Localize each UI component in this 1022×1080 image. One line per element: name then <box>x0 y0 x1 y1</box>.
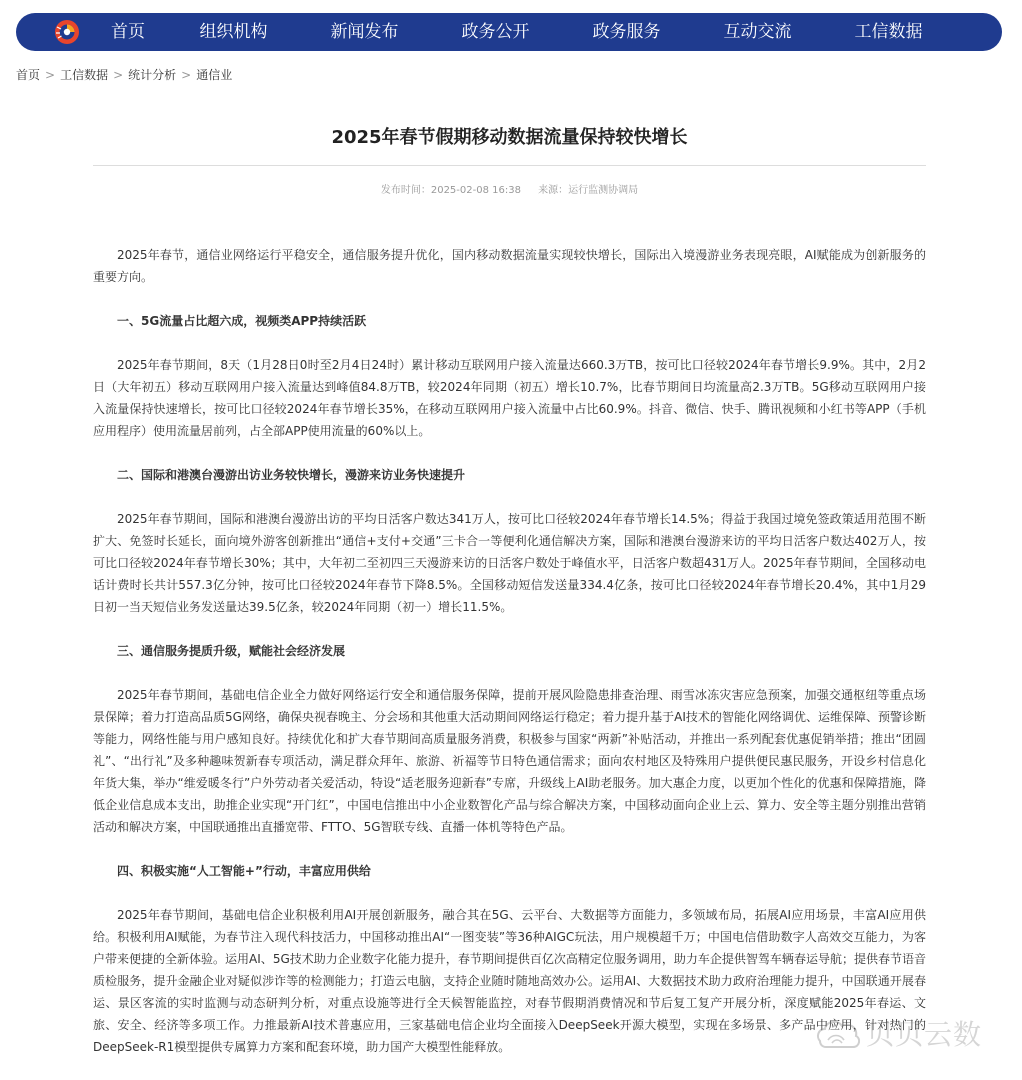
breadcrumb <box>16 66 232 83</box>
page-title: 2025年春节假期移动数据流量保持较快增长 <box>331 127 688 148</box>
breadcrumb-separator: > <box>181 68 192 82</box>
section-heading: 一、5G流量占比超六成，视频类APP持续活跃 <box>117 314 367 328</box>
nav-item-organization[interactable]: 组织机构 <box>199 22 268 42</box>
intro-paragraph: 2025年春节，通信业网络运行平稳安全，通信服务提升优化，国内移动数据流量实现较快增长，国际出入境漫游业务表现亮眼，AI赋能成为创新服务的重要方向。 <box>93 248 926 284</box>
breadcrumb-data[interactable]: 工信数据 <box>60 68 109 82</box>
article-body <box>93 244 926 1080</box>
body-paragraph: 2025年春节期间，基础电信企业全力做好网络运行安全和通信服务保障，提前开展风险隐患排查治理、雨雪冰冻灾害应急预案，加强交通枢纽等重点场景保障；着力打造高品质5G网络，确保央视春晚主、分会场和其他重大活动期间网络运行稳定；着力提升基于AI技术的智能化网络调优、运维保障、预警诊断等能力，网络性能与用户感知良好。持续优化和扩大春节期间高质量服务消费，积极参与国家“两新”补贴活动，并推出一系列配套优惠促销举措；推出“团圆礼”、“出行礼”及多种趣味贺新春专项活动，满足群众拜年、旅游、祈福等节日特色通信需求；面向农村地区及特殊用户提供便民惠民服务，开设乡村信息化年货大集，举办“维爱暖冬行”户外劳动者关爱活动，特设“适老服务迎新春”专席，升级线上AI助老服务。加大惠企力度，以更加个性化的优惠和保障措施，降低企业信息成本支出，助推企业实现“开门红”，中国电信推出中小企业数智化产品与综合解决方案，中国移动面向企业上云、算力、安全等主题分别推出营销活动和解决方案，中国联通推出直播宽带、FTTO、5G智联专线、直播一体机等特色产品。 <box>93 688 926 834</box>
watermark-text: 贝贝云数 <box>866 1018 983 1051</box>
section-heading: 二、国际和港澳台漫游出访业务较快增长，漫游来访业务快速提升 <box>117 468 466 482</box>
nav-item-services[interactable]: 政务服务 <box>592 22 661 42</box>
nav-item-news[interactable]: 新闻发布 <box>330 22 399 42</box>
breadcrumb-home[interactable]: 首页 <box>16 68 41 82</box>
breadcrumb-statistics[interactable]: 统计分析 <box>128 68 177 82</box>
nav-item-public-affairs[interactable]: 政务公开 <box>461 22 530 42</box>
watermark <box>812 1003 1022 1063</box>
body-paragraph: 2025年春节期间，基础电信企业积极利用AI开展创新服务，融合其在5G、云平台、大数据等方面能力，多领域布局，拓展AI应用场景，丰富AI应用供给。积极利用AI赋能，为春节注入现代科技活力，中国移动推出AI“一图变装”等36种AIGC玩法，用户规模超千万；中国电信借助数字人高效交互能力，为客户带来便捷的全新体验。运用AI、5G技术助力企业数字化能力提升，春节期间提供百亿次高精定位服务调用，助力车企提供智驾车辆春运导航；提供春节语音质检服务，提升金融企业对疑似涉诈等的检测能力；打造云电脑，支持企业随时随地高效办公。运用AI、大数据技术助力政府治理能力提升，中国联通开展春运、景区客流的实时监测与动态研判分析，对重点设施等进行全天候智能监控，对春节假期消费情况和节后复工复产开展分析，深度赋能2025年春运、文旅、安全、经济等多项工作。力推最新AI技术普惠应用，三家基础电信企业均全面接入DeepSeek开源大模型，实现在多场景、多产品中应用，针对热门的DeepSeek-R1模型提供专属算力方案和配套环境，助力国产大模型性能释放。 <box>93 908 926 1054</box>
nav-menu <box>88 13 954 51</box>
body-paragraph: 2025年春节期间，8天（1月28日0时至2月4日24时）累计移动互联网用户接入流量达660.3万TB，按可比口径较2024年春节增长9.9%。其中，2月2日（大年初五）移动互联网用户接入流量达到峰值84.8万TB，较2024年同期（初五）增长10.7%，比春节期间日均流量高2.3万TB。5G移动互联网用户接入流量保持快速增长，按可比口径较2024年春节增长35%，在移动互联网用户接入流量中占比60.9%。抖音、微信、快手、腾讯视频和小红书等APP（手机应用程序）使用流量居前列，占全部APP使用流量的60%以上。 <box>93 358 926 438</box>
miit-logo-icon[interactable] <box>54 19 80 45</box>
nav-item-data[interactable]: 工信数据 <box>854 22 923 42</box>
nav-item-home[interactable]: 首页 <box>111 22 145 42</box>
nav-item-interaction[interactable]: 互动交流 <box>723 22 792 42</box>
publish-time: 发布时间：2025-02-08 16:38 <box>380 185 521 196</box>
breadcrumb-telecom[interactable]: 通信业 <box>196 68 233 82</box>
cloud-shell-logo-icon <box>812 1007 864 1059</box>
breadcrumb-separator: > <box>45 68 56 82</box>
article-source: 来源：运行监测协调局 <box>538 185 639 196</box>
breadcrumb-separator: > <box>113 68 124 82</box>
top-nav-bar <box>16 13 1002 51</box>
section-heading: 四、积极实施“人工智能+”行动，丰富应用供给 <box>117 864 371 878</box>
article-meta <box>93 181 926 196</box>
section-heading: 三、通信服务提质升级，赋能社会经济发展 <box>117 644 346 658</box>
body-paragraph: 2025年春节期间，国际和港澳台漫游出访的平均日活客户数达341万人，按可比口径较2024年春节增长14.5%；得益于我国过境免签政策适用范围不断扩大、免签时长延长，面向境外游客创新推出“通信+支付+交通”三卡合一等便利化通信解决方案，国际和港澳台漫游来访的平均日活客户数达402万人，按可比口径较2024年春节增长30%；其中，大年初二至初四三天漫游来访的日活客户数处于峰值水平，日活客户数超431万人。2025年春节期间，全国移动电话计费时长共计557.3亿分钟，按可比口径较2024年春节下降8.5%。全国移动短信发送量334.4亿条，按可比口径较2024年春节增长20.4%，其中1月29日初一当天短信业务发送量达39.5亿条，较2024年同期（初一）增长11.5%。 <box>93 512 926 614</box>
title-divider <box>93 165 926 166</box>
